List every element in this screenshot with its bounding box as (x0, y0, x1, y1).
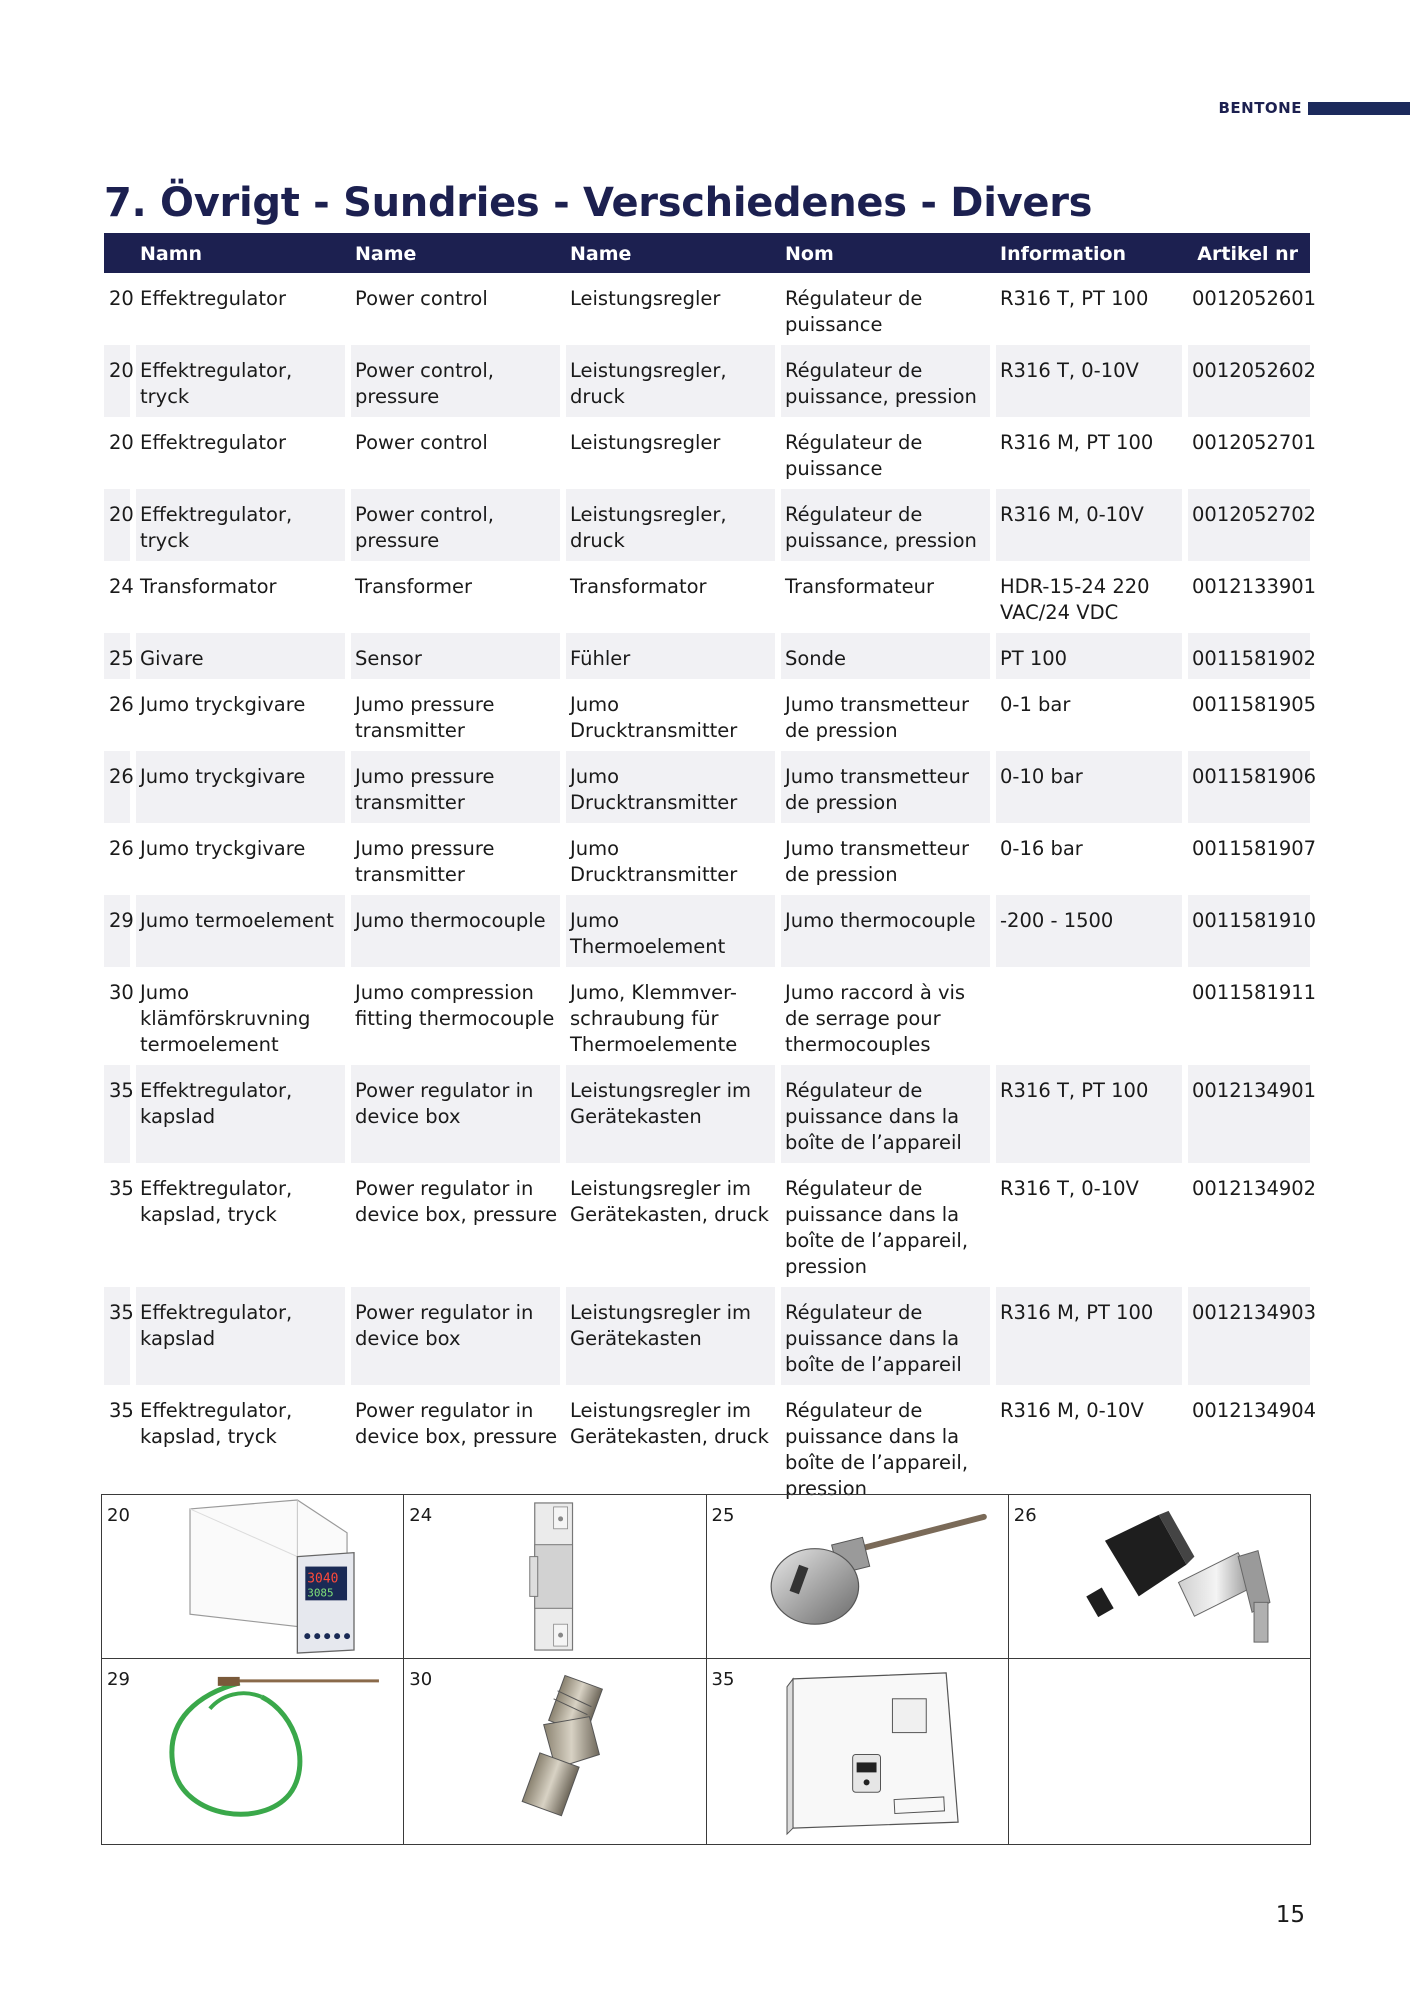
image-cell (404, 1495, 706, 1659)
cell-name-en: Jumo compression fitting thermocouple (351, 967, 566, 1065)
cell-name-fr: Jumo raccord à vis de serrage pour thermocouples (781, 967, 996, 1065)
cell-information: HDR-15-24 220 VAC/24 VDC (996, 561, 1188, 633)
cell-name-de: Leistungsregler im Gerätekasten (566, 1065, 781, 1163)
cell-row-number: 35 (104, 1287, 136, 1385)
cell-name-en: Jumo pressure transmitter (351, 679, 566, 751)
image-cell (706, 1659, 1008, 1845)
device-box-image (707, 1659, 1008, 1844)
table-row (104, 1065, 1310, 1163)
cell-row-number: 26 (104, 679, 136, 751)
cell-name-en: Power regulator in device box, pressure (351, 1163, 566, 1287)
cell-row-number: 29 (104, 895, 136, 967)
cell-row-number: 24 (104, 561, 136, 633)
image-cell-empty (1008, 1659, 1310, 1845)
table-row (104, 895, 1310, 967)
thermocouple-image (102, 1659, 403, 1844)
cell-name-en: Power regulator in device box (351, 1287, 566, 1385)
cell-article-number: 0012052601 (1192, 287, 1317, 310)
cell-name-sv: Effektregulator, kapslad, tryck (136, 1163, 351, 1287)
cell-name-de: Leistungsregler (566, 417, 781, 489)
table-row (104, 417, 1310, 489)
image-cell (404, 1659, 706, 1845)
table-row (104, 273, 1310, 345)
cell-row-number: 20 (104, 345, 136, 417)
column-header-artikel-nr: Artikel nr (1188, 233, 1310, 273)
cell-name-en: Power control, pressure (351, 489, 566, 561)
cell-row-number: 20 (104, 273, 136, 345)
table-body (104, 273, 1317, 1509)
brand-header (1218, 100, 1410, 116)
cell-article-number: 0011581907 (1192, 837, 1317, 860)
cell-name-en: Power regulator in device box, pressure (351, 1385, 566, 1509)
cell-name-de: Leistungsregler, druck (566, 345, 781, 417)
page-number: 15 (1275, 1902, 1305, 1928)
cell-row-number: 20 (104, 489, 136, 561)
cell-article-number: 0012133901 (1192, 575, 1317, 598)
cell-name-de: Leistungsregler, druck (566, 489, 781, 561)
cell-name-en: Power control (351, 273, 566, 345)
cell-name-sv: Effektregulator, kapslad (136, 1065, 351, 1163)
image-cell (1008, 1495, 1310, 1659)
cell-name-de: Jumo Drucktransmitter (566, 751, 781, 823)
cell-name-en: Power regulator in device box (351, 1065, 566, 1163)
cell-name-sv: Effektregulator, kapslad (136, 1287, 351, 1385)
image-grid-row (102, 1659, 1311, 1845)
cell-name-en: Jumo pressure transmitter (351, 751, 566, 823)
table-row (104, 633, 1310, 679)
cell-row-number: 35 (104, 1163, 136, 1287)
compression-fitting-image (404, 1659, 705, 1844)
image-label: 20 (107, 1505, 130, 1526)
cell-information: R316 T, PT 100 (996, 1065, 1188, 1163)
cell-name-en: Jumo pressure transmitter (351, 823, 566, 895)
cell-row-number: 25 (104, 633, 136, 679)
cell-article-number: 0012052701 (1192, 431, 1317, 454)
column-header-nom: Nom (781, 233, 996, 273)
cell-name-sv: Jumo tryckgivare (136, 823, 351, 895)
page-title: 7. Övrigt - Sundries - Verschiedenes - Divers (104, 180, 1093, 226)
cell-row-number: 20 (104, 417, 136, 489)
brand-name: BENTONE (1218, 99, 1302, 117)
cell-article-number: 0012052602 (1188, 345, 1310, 417)
cell-name-de: Jumo Drucktransmitter (566, 823, 781, 895)
cell-name-sv: Effektregulator, tryck (136, 345, 351, 417)
cell-article-number: 0012134904 (1192, 1399, 1317, 1422)
cell-row-number: 35 (104, 1385, 136, 1509)
cell-name-fr: Jumo thermocouple (781, 895, 996, 967)
cell-information (996, 967, 1188, 1065)
image-label: 25 (711, 1505, 735, 1526)
table-header-row (104, 233, 1310, 273)
cell-row-number: 26 (104, 751, 136, 823)
cell-name-sv: Transformator (136, 561, 351, 633)
cell-row-number: 26 (104, 823, 136, 895)
cell-name-sv: Effektregulator (136, 273, 351, 345)
cell-article-number: 0012134902 (1192, 1177, 1317, 1200)
table-row (104, 1163, 1310, 1287)
cell-name-fr: Régulateur de puissance, pression (781, 489, 996, 561)
cell-name-de: Leistungsregler (566, 273, 781, 345)
cell-information: R316 M, 0-10V (996, 1385, 1188, 1509)
cell-article-number: 0011581910 (1188, 895, 1310, 967)
cell-name-sv: Effektregulator, kapslad, tryck (136, 1385, 351, 1509)
cell-information: R316 T, PT 100 (996, 273, 1188, 345)
cell-name-sv: Jumo tryckgivare (136, 679, 351, 751)
cell-name-de: Fühler (566, 633, 781, 679)
cell-name-fr: Régulateur de puissance, pression (781, 345, 996, 417)
image-cell (102, 1495, 404, 1659)
cell-row-number: 35 (104, 1065, 136, 1163)
image-label: 24 (409, 1505, 433, 1526)
table-row (104, 751, 1310, 823)
cell-name-de: Jumo Thermoelement (566, 895, 781, 967)
cell-name-fr: Transformateur (781, 561, 996, 633)
image-grid-row (102, 1495, 1311, 1659)
cell-name-sv: Jumo klämförskruvning termoelement (136, 967, 351, 1065)
pressure-transmitter-image (1009, 1495, 1310, 1658)
column-header-namn: Namn (136, 233, 351, 273)
image-grid (101, 1494, 1311, 1845)
column-header-name-de: Name (566, 233, 781, 273)
cell-article-number: 0011581906 (1188, 751, 1310, 823)
cell-name-fr: Sonde (781, 633, 996, 679)
column-header-name-en: Name (351, 233, 566, 273)
image-label: 29 (107, 1669, 130, 1690)
table-row (104, 345, 1310, 417)
cell-information: 0-1 bar (996, 679, 1188, 751)
cell-information: R316 M, 0-10V (996, 489, 1188, 561)
cell-name-sv: Givare (136, 633, 351, 679)
table-row (104, 489, 1310, 561)
cell-name-fr: Régulateur de puissance dans la boîte de l’appareil, pression (781, 1385, 996, 1509)
cell-name-fr: Régulateur de puissance (781, 417, 996, 489)
table-row (104, 679, 1310, 751)
cell-name-sv: Effektregulator, tryck (136, 489, 351, 561)
cell-information: -200 - 1500 (996, 895, 1188, 967)
table-row (104, 1287, 1310, 1385)
image-label: 26 (1013, 1505, 1037, 1526)
sensor-image (707, 1495, 1008, 1658)
cell-name-en: Transformer (351, 561, 566, 633)
image-label: 35 (711, 1669, 735, 1690)
cell-article-number: 0012134903 (1188, 1287, 1310, 1385)
product-table (104, 233, 1317, 1509)
cell-article-number: 0011581905 (1192, 693, 1317, 716)
cell-information: R316 T, 0-10V (996, 1163, 1188, 1287)
cell-name-de: Jumo Drucktransmitter (566, 679, 781, 751)
cell-name-sv: Jumo termoelement (136, 895, 351, 967)
image-cell (102, 1659, 404, 1845)
cell-information: 0-10 bar (996, 751, 1188, 823)
cell-information: R316 T, 0-10V (996, 345, 1188, 417)
cell-name-sv: Effektregulator (136, 417, 351, 489)
table-row (104, 1385, 1310, 1509)
cell-information: PT 100 (996, 633, 1188, 679)
cell-name-fr: Régulateur de puissance (781, 273, 996, 345)
cell-name-sv: Jumo tryckgivare (136, 751, 351, 823)
cell-name-fr: Régulateur de puissance dans la boîte de l’appareil (781, 1287, 996, 1385)
image-label: 30 (409, 1669, 433, 1690)
cell-name-fr: Jumo transmetteur de pression (781, 823, 996, 895)
power-controller-image (102, 1495, 403, 1658)
table-row (104, 823, 1310, 895)
cell-article-number: 0012052702 (1188, 489, 1310, 561)
controller-readout-bottom: 3085 (307, 1586, 334, 1600)
cell-name-en: Power control (351, 417, 566, 489)
cell-name-en: Jumo thermocouple (351, 895, 566, 967)
cell-name-de: Transformator (566, 561, 781, 633)
cell-name-en: Sensor (351, 633, 566, 679)
cell-name-de: Leistungsregler im Gerätekasten (566, 1287, 781, 1385)
cell-article-number: 0011581911 (1192, 981, 1317, 1004)
cell-information: R316 M, PT 100 (996, 417, 1188, 489)
table-row (104, 561, 1310, 633)
controller-readout-top: 3040 (307, 1571, 339, 1587)
cell-name-de: Leistungsregler im Gerätekasten, druck (566, 1385, 781, 1509)
cell-article-number: 0012134901 (1188, 1065, 1310, 1163)
brand-bar (1308, 102, 1410, 115)
cell-name-de: Leistungsregler im Gerätekasten, druck (566, 1163, 781, 1287)
image-cell (706, 1495, 1008, 1659)
cell-row-number: 30 (104, 967, 136, 1065)
cell-name-fr: Régulateur de puissance dans la boîte de l’appareil, pression (781, 1163, 996, 1287)
cell-name-de: Jumo, Klemmver-schraubung für Thermoelemente (566, 967, 781, 1065)
table-row (104, 967, 1310, 1065)
cell-name-fr: Régulateur de puissance dans la boîte de l’appareil (781, 1065, 996, 1163)
cell-information: R316 M, PT 100 (996, 1287, 1188, 1385)
cell-name-fr: Jumo transmetteur de pression (781, 679, 996, 751)
cell-name-fr: Jumo transmetteur de pression (781, 751, 996, 823)
transformer-image (404, 1495, 705, 1658)
column-header-information: Information (996, 233, 1188, 273)
cell-information: 0-16 bar (996, 823, 1188, 895)
column-header-num (104, 233, 136, 273)
cell-name-en: Power control, pressure (351, 345, 566, 417)
cell-article-number: 0011581902 (1188, 633, 1310, 679)
